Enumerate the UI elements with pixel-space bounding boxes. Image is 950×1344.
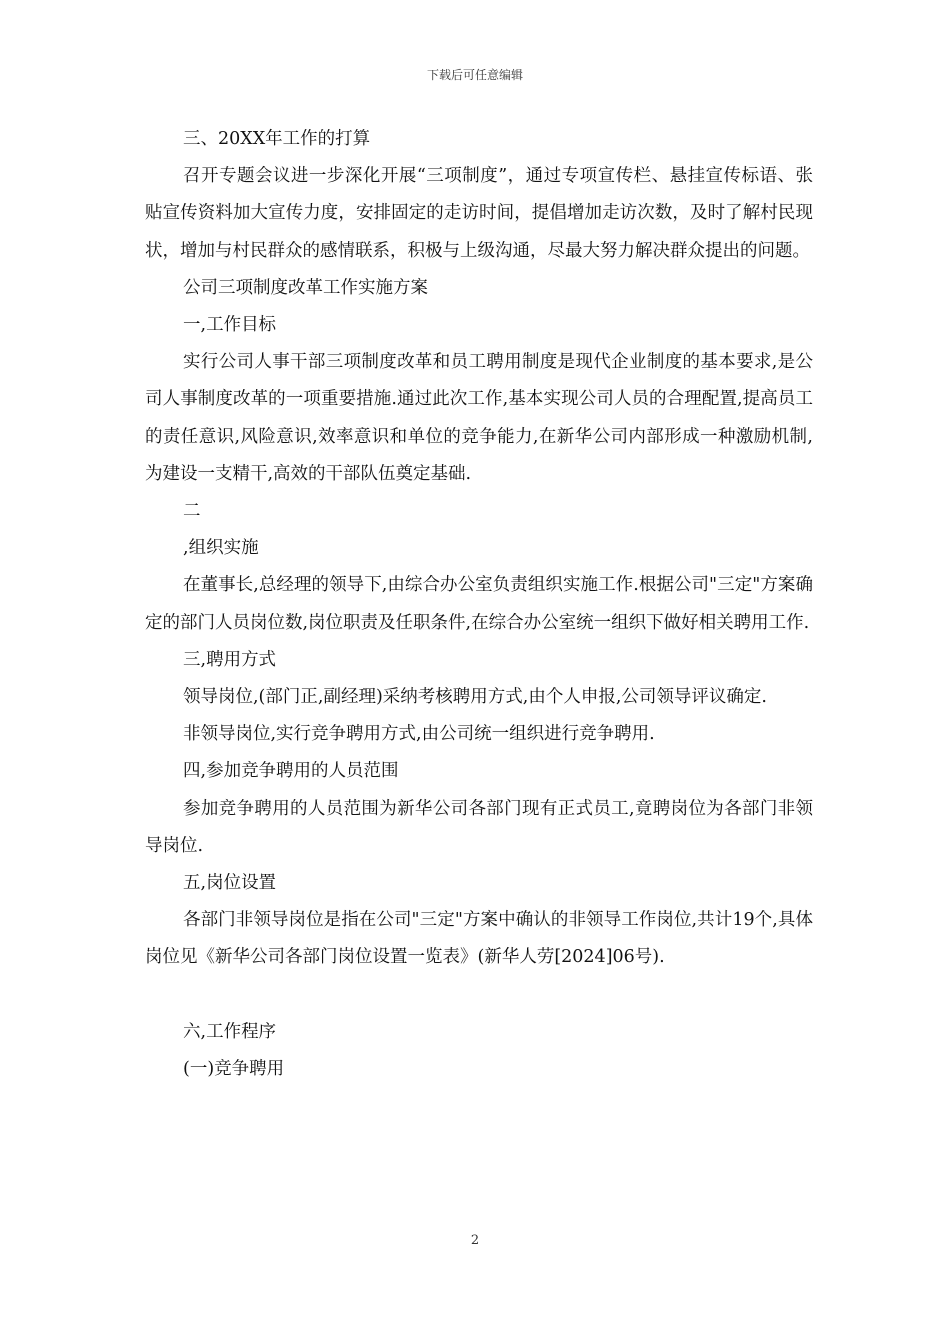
paragraph-plan: 召开专题会议进一步深化开展“三项制度”，通过专项宣传栏、悬挂宣传标语、张贴宣传资料加大宣传力度，安排固定的走访时间，提倡增加走访次数，及时了解村民现状，增加与村民群众的感情联系，积极与上级沟通，尽最大努力解决群众提出的问题。 — [145, 166, 813, 261]
blank-line — [145, 977, 813, 1014]
section-heading-organization: ,组织实施 — [183, 538, 259, 559]
paragraph-leadership-positions: 领导岗位,(部门正,副经理)采纳考核聘用方式,由个人申报,公司领导评议确定. — [183, 687, 767, 708]
section-heading-positions: 五,岗位设置 — [183, 873, 277, 894]
section-heading-goal: 一,工作目标 — [183, 315, 277, 336]
paragraph-positions: 各部门非领导岗位是指在公司"三定"方案中确认的非领导工作岗位,共计19个,具体岗位见《新华公司各部门岗位设置一览表》(新华人劳[2024]06号). — [145, 910, 813, 968]
section-number-two: 二 — [183, 501, 201, 522]
paragraph-organization: 在董事长,总经理的领导下,由综合办公室负责组织实施工作.根据公司"三定"方案确定的部门人员岗位数,岗位职责及任职条件,在综合办公室统一组织下做好相关聘用工作. — [145, 575, 813, 633]
paragraph-scope: 参加竞争聘用的人员范围为新华公司各部门现有正式员工,竟聘岗位为各部门非领导岗位. — [145, 798, 813, 856]
subsection-heading-competition: (一)竞争聘用 — [183, 1058, 285, 1079]
page-number: 2 — [470, 1233, 480, 1248]
section-heading-procedure: 六,工作程序 — [183, 1021, 277, 1042]
section-heading-hiring-method: 三,聘用方式 — [183, 649, 277, 670]
paragraph-non-leadership-positions: 非领导岗位,实行竞争聘用方式,由公司统一组织进行竞争聘用. — [183, 724, 655, 745]
paragraph-goal: 实行公司人事干部三项制度改革和员工聘用制度是现代企业制度的基本要求,是公司人事制度改革的一项重要措施.通过此次工作,基本实现公司人员的合理配置,提高员工的责任意识,风险意识,效率意识和单位的竞争能力,在新华公司内部形成一种激励机制,为建设一支精干,高效的干部队伍奠定基础. — [145, 352, 813, 484]
document-title: 公司三项制度改革工作实施方案 — [183, 277, 428, 298]
page-header: 下载后可任意编辑 — [426, 68, 523, 82]
section-heading-scope: 四,参加竞争聘用的人员范围 — [183, 761, 399, 782]
section-heading-plan: 三、20XX年工作的打算 — [183, 129, 371, 149]
document-body — [145, 121, 813, 1088]
